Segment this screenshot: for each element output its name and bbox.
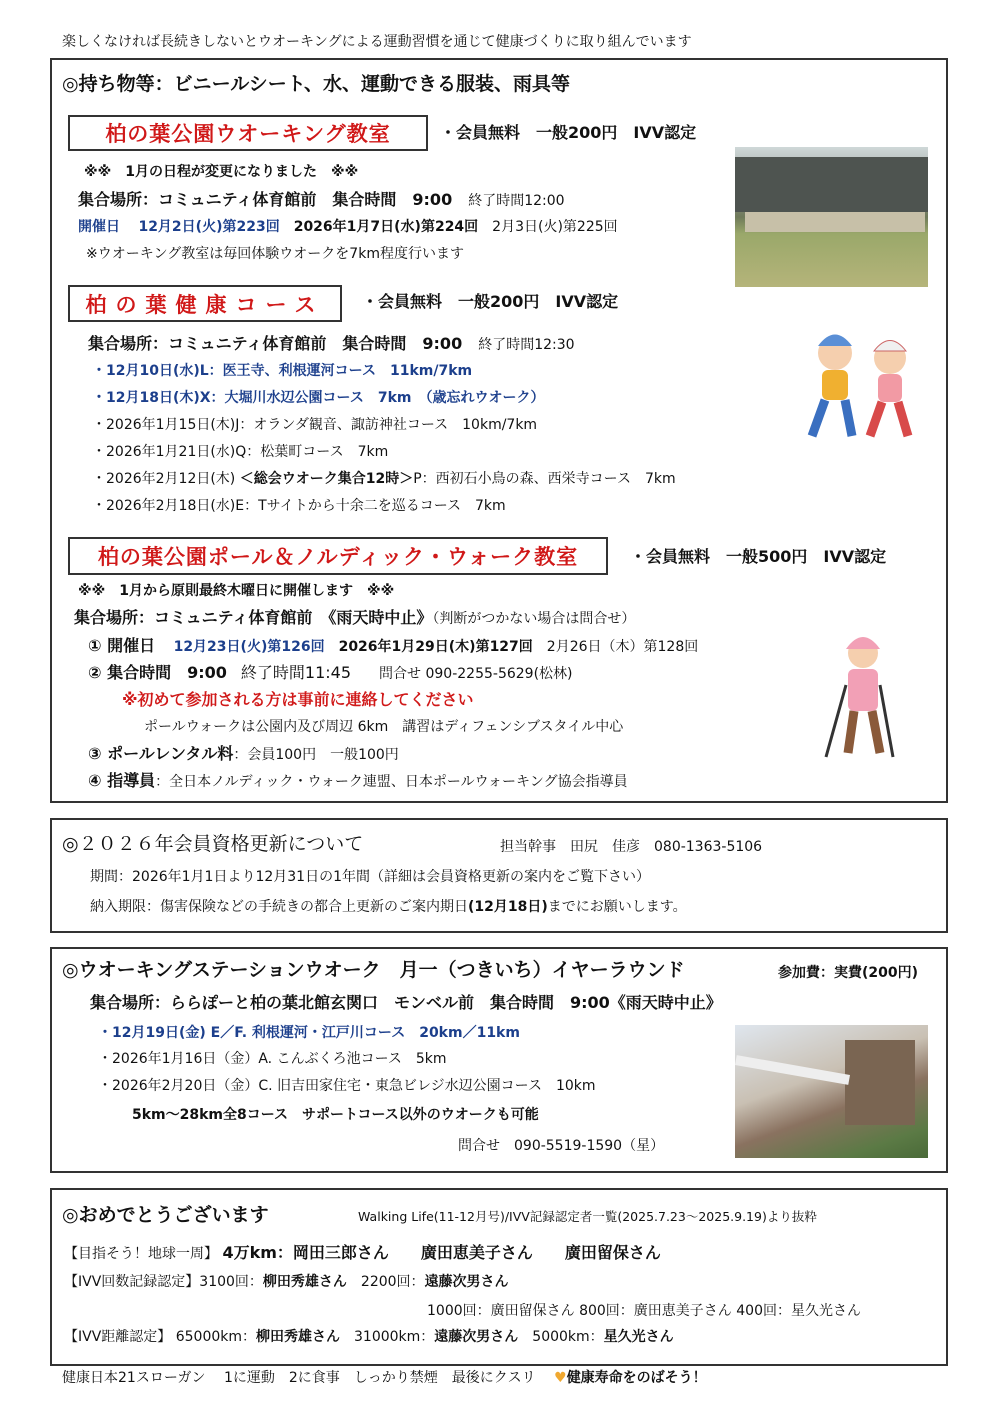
station-walk-title: ◎ウオーキングステーションウオーク 月一（つきいち）イヤーラウンド: [62, 959, 685, 981]
station-item: ・2026年1月16日（金）A. こんぶくろ池コース 5km: [98, 1051, 447, 1067]
walking-class-title: 柏の葉公園ウオーキング教室: [68, 115, 428, 151]
course-item: ・12月18日(木)X：大堀川水辺公園コース 7km （歳忘れウオーク）: [92, 390, 545, 406]
date: 2026年1月7日(水)第224回: [293, 219, 479, 235]
station-walk-place: 集合場所：ららぽーと柏の葉北館玄関口 モンベル前 集合時間 9:00《雨天時中止》: [90, 993, 722, 1012]
contact: 問合せ 090-2255-5629(松林): [379, 666, 573, 682]
date: 2026年1月29日(木)第127回: [338, 639, 533, 655]
congrats-title: ◎おめでとうございます: [62, 1204, 269, 1226]
walking-class-note: ※ウオーキング教室は毎回体験ウオークを7km程度行います: [86, 246, 464, 262]
date: 2月26日（木）第128回: [546, 639, 699, 655]
end-time: 終了時間11:45: [240, 663, 352, 682]
walking-class-fee: ・会員無料 一般200円 IVV認定: [440, 123, 697, 142]
lalaport-photo: [735, 1025, 928, 1158]
health-course-title: 柏の葉健康コース: [68, 285, 342, 322]
congrats-source: Walking Life(11-12月号)/IVV記録認定者一覧(2025.7.23〜2025.9.19)より抜粋: [358, 1209, 817, 1224]
dates-label: ① 開催日: [88, 636, 156, 655]
membership-title: ◎２０２６年会員資格更新について: [62, 833, 364, 855]
award-label: 【目指そう！地球一周】: [64, 1246, 218, 1262]
instructor: ：全日本ノルディック・ウォーク連盟、日本ポールウォーキング協会指導員: [155, 774, 628, 790]
pole-walk-place: 集合場所：コミュニティ体育館前 《雨天時中止》: [74, 608, 433, 627]
deadline: 納入期限：傷害保険などの手続きの都合上更新のご案内期日: [90, 899, 468, 915]
course-item: ・2026年1月15日(木)J：オランダ観音、諏訪神社コース 10km/7km: [92, 417, 538, 433]
pole-walk-fee: ・会員無料 一般500円 IVV認定: [630, 547, 887, 566]
date: 12月2日(火)第223回: [138, 219, 280, 235]
date: 2月3日(火)第225回: [492, 219, 618, 235]
health-course-fee: ・会員無料 一般200円 IVV認定: [362, 292, 619, 311]
award-row: 1000回：廣田留保さん 800回：廣田恵美子さん 400回：星久光さん: [427, 1303, 861, 1319]
award-names: 4万km：岡田三郎さん 廣田恵美子さん 廣田留保さん: [222, 1243, 661, 1262]
flyer-page: 楽しくなければ長続きしないとウオーキングによる運動習慣を通じて健康づくりに取り組んでいます ◎持ち物等：ビニールシート、水、運動できる服装、雨具等 柏の葉公園ウオーキング教室 ・会員無料 一般200円 IVV認定 ※※ 1月の日程が変更になりました ※※ 集合場所：コミュニティ体育館前 集合時間 9:00 終了時間12:00 開催日 12月2日(火)第223回 2026年1月7日(水)第224回 2月3日(火)第225回 ※ウオーキング教室は毎回体験ウオークを7km程度行います 柏の葉健康コース ・会員無料 一般200円 IVV認定 集合場所：コミュニティ体育館前 集合時間 9:00 終了時間12:30 ・12月10日(水)L：医王寺、利根運河コース 11km/7km ・12月18日(木)X：大堀川水辺公園コース 7km （歳忘れウオーク） ・2026年1月15日(木)J：オランダ観音、諏訪神社コース 10km/7km ・2026年1月21日(水)Q：松葉町コース 7km ・2026年2月12日(木) ＜総会ウオーク集合12時＞P：西初石小鳥の森、西栄寺コース 7km ・2026年2月18日(水)E：Tサイトから十余二を巡るコース 7km 柏の葉公園ポール＆ノルディック・ウォーク教室 ・会員無料 一般500円 IVV認定 ※※ 1月から原則最終木曜日に開催します ※※ 集合場所：コミュニティ体育館前 《雨天時中止》（判断がつかない場合は問合せ） ① 開催日 12月23日(火)第126回 2026年1月29日(木)第127回 2月26日（木）第128回 ② 集合時間 9:00 終了時間11:45 問合せ 090-2255-5629(松林) ※初めて参加される方は事前に連絡してください ポールウォークは公園内及び周辺 6km 講習はディフェンシブスタイル中心 ③ ポールレンタル料：会員100円 一般100円 ④ 指導員：全日本ノルディック・ウォーク連盟、日本ポールウォーキング協会指導員 ◎２０２６年会員資格更新について 担当幹事 田尻 佳彦 080-1363-5106 期間：2026年1月1日より12月31日の1年間（詳細は会員資格更新の案内をご覧下さい） 納入期限：傷害保険などの手続きの都合上更新のご案内期日(12月18日)までにお願いします。 ◎ウオーキングステーションウオーク 月一（つきいち）イヤーラウンド 参加費：実費(200円) 集合場所：ららぽーと柏の葉北館玄関口 モンベル前 集合時間 9:00《雨天時中止》 ・12月19日(金) E／F. 利根運河・江戸川コース 20km／11km ・2026年1月16日（金）A. こんぶくろ池コース 5km ・2026年2月20日（金）C. 旧吉田家住宅・東急ビレジ水辺公園コース 10km 5km〜28km全8コース サポートコース以外のウオークも可能 問合せ 090-5519-1590（星） ◎おめでとうございます Walking Life(11-12月号)/IVV記録認定者一覧(2025.7.23〜2025.9.19)より抜粋 【目指そう！地球一周】 4万km：岡田三郎さん 廣田恵美子さん 廣田留保さん 【IVV回数記録認定】3100回：柳田秀雄さん 2200回：遠藤次男さん 1000回：廣田留保さん 800回：廣田恵美子さん 400回：星久光さん 【IVV距離認定】 65000km：柳田秀雄さん 31000km：遠藤次男さん 5000km：星久光さん 健康日本21スローガン 1に運動 2に食事 しっかり禁煙 最後にクスリ ♥健康寿命をのばそう！: [0, 0, 1000, 1414]
membership-contact: 担当幹事 田尻 佳彦 080-1363-5106: [500, 839, 763, 855]
pole-walk-place-note: （判断がつかない場合は問合せ）: [432, 611, 636, 627]
park-photo: [735, 147, 928, 287]
belongings: ◎持ち物等：ビニールシート、水、運動できる服装、雨具等: [62, 73, 571, 95]
rental-label: ③ ポールレンタル料: [88, 744, 234, 763]
walkers-illustration: [790, 318, 940, 443]
course-item: ・2026年2月18日(水)E：Tサイトから十余二を巡るコース 7km: [92, 498, 506, 514]
health-course-place: 集合場所：コミュニティ体育館前 集合時間 9:00: [88, 334, 463, 353]
instructor-label: ④ 指導員: [88, 771, 156, 790]
course-item: ・2026年2月12日(木) ＜総会ウオーク集合12時＞P：西初石小鳥の森、西栄寺コース 7km: [92, 471, 676, 487]
tagline: 楽しくなければ長続きしないとウオーキングによる運動習慣を通じて健康づくりに取り組んでいます: [62, 34, 692, 50]
station-item: ・12月19日(金) E／F. 利根運河・江戸川コース 20km／11km: [98, 1025, 520, 1041]
slogan: 健康日本21スローガン 1に運動 2に食事 しっかり禁煙 最後にクスリ: [62, 1370, 536, 1386]
heart-icon: ♥: [554, 1370, 567, 1386]
walking-class-end: 終了時間12:00: [468, 193, 565, 209]
slogan-highlight: 健康寿命をのばそう！: [566, 1370, 707, 1386]
pole-walker-illustration: [818, 625, 903, 765]
pole-walk-desc: ポールウォークは公園内及び周辺 6km 講習はディフェンシブスタイル中心: [144, 719, 624, 735]
time-label: ② 集合時間 9:00: [88, 663, 227, 682]
pole-walk-title: 柏の葉公園ポール＆ノルディック・ウォーク教室: [68, 537, 608, 575]
course-item: ・12月10日(水)L：医王寺、利根運河コース 11km/7km: [92, 363, 473, 379]
membership-period: 期間：2026年1月1日より12月31日の1年間（詳細は会員資格更新の案内をご覧下さい）: [90, 869, 650, 885]
station-courses: 5km〜28km全8コース サポートコース以外のウオークも可能: [132, 1107, 539, 1123]
station-contact: 問合せ 090-5519-1590（星）: [458, 1138, 665, 1154]
dates-label: 開催日: [78, 219, 120, 235]
rental-fee: ：会員100円 一般100円: [233, 747, 399, 763]
course-item: ・2026年1月21日(水)Q：松葉町コース 7km: [92, 444, 389, 460]
station-item: ・2026年2月20日（金）C. 旧吉田家住宅・東急ビレジ水辺公園コース 10km: [98, 1078, 596, 1094]
health-course-end: 終了時間12:30: [478, 337, 575, 353]
walking-class-notice: ※※ 1月の日程が変更になりました ※※: [84, 164, 359, 180]
pole-walk-notice: ※※ 1月から原則最終木曜日に開催します ※※: [78, 583, 395, 599]
station-walk-fee: 参加費：実費(200円): [778, 965, 919, 981]
first-time-warning: ※初めて参加される方は事前に連絡してください: [122, 690, 474, 709]
date: 12月23日(火)第126回: [173, 639, 325, 655]
walking-class-place: 集合場所：コミュニティ体育館前 集合時間 9:00: [78, 190, 453, 209]
